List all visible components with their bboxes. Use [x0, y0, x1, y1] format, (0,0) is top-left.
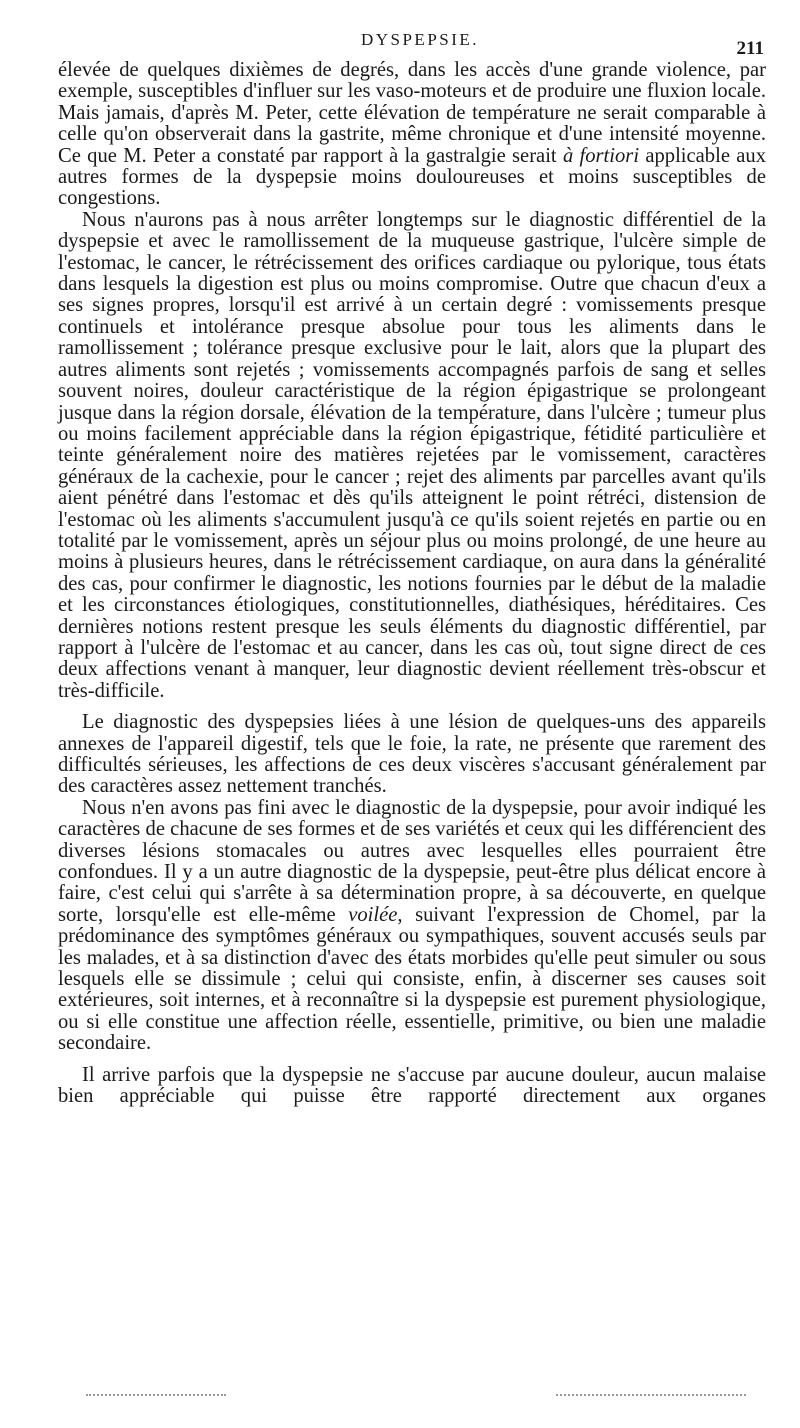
paragraph-3: Le diagnostic des dyspepsies liées à une lésion de quelques-uns des appareils annexes de l'appareil digestif, tels que le foie, la rate, ne présente que rarement des difficultés sérieuses, les affections de ces deux viscères s'accusant généralement par des caractères assez nettement tranchés. [58, 711, 766, 798]
body-text [58, 60, 766, 1108]
paragraph-1-text-after: applicable aux autres formes de la dyspepsie moins douloureuses et moins susceptibles de congestions. [58, 144, 766, 210]
paragraph-1-italic: à fortiori [562, 144, 640, 167]
running-head [0, 26, 800, 59]
running-title: DYSPEPSIE. [360, 30, 480, 49]
paragraph-1-text: élevée de quelques dixièmes de degrés, dans les accès d'une grande violence, par exemple, susceptibles d'influer sur les vaso-moteurs et de produire une fluxion locale. Mais jamais, d'après M. Peter, cette élévation de température ne serait comparable à celle qu'on observerait dans la gastrite, même chronique et d'une intensité moyenne. Ce que M. Peter a constaté par rapport à la gastralgie serait [58, 59, 766, 167]
page-number: 211 [736, 38, 764, 59]
footer-printing-marks [86, 1394, 746, 1398]
paragraph-2: Nous n'aurons pas à nous arrêter longtemps sur le diagnostic différentiel de la dyspepsie et avec le ramollissement de la muqueuse gastrique, l'ulcère simple de l'estomac, le cancer, le rétrécissement des orifices cardiaque ou pylorique, tous états dans lesquels la digestion est plus ou moins compromise. Outre que chacun d'eux a ses signes propres, lorsqu'il est arrivé à un certain degré : vomissements presque continuels et intolérance presque absolue pour tous les aliments dans le ramollissement ; tolérance presque exclusive pour le lait, alors que la plupart des autres aliments sont rejetés ; vomissements accompagnés parfois de sang et selles souvent noires, douleur caractéristique de la région épigastrique se prolongeant jusque dans la région dorsale, élévation de la température, dans l'ulcère ; tumeur plus ou moins facilement appréciable dans la région épigastrique, fétidité particulière et teinte généralement noire des matières rejetées par le vomissement, caractères généraux de la cachexie, pour le cancer ; rejet des aliments par parcelles avant qu'ils aient pénétré dans l'estomac et dès qu'ils atteignent le point rétréci, distension de l'estomac où les aliments s'accumulent jusqu'à ce qu'ils soient rejetés en partie ou en totalité par le vomissement, après un séjour plus ou moins prolongé, de une heure au moins à plusieurs heures, dans le rétrécissement cardiaque, on aura dans la généralité des cas, pour confirmer le diagnostic, les notions fournies par le début de la maladie et les circonstances étiologiques, constitutionnelles, diathésiques, héréditaires. Ces dernières notions restent presque les seuls éléments du diagnostic différentiel, par rapport à l'ulcère de l'estomac et au cancer, dans les cas où, tout signe direct de ces deux affections venant à manquer, leur diagnostic devient réellement très-obscur et très-difficile. [58, 208, 766, 702]
footer-mark-left [86, 1394, 226, 1398]
paragraph-4-text-before: Nous n'en avons pas fini avec le diagnostic de la dyspepsie, pour avoir indiqué les caractères de chacune de ses formes et de ses variétés et ceux qui les différencient des diverses lésions stomacales ou autres avec lesquelles elles pourraient être confondues. Il y a un autre diagnostic de la dyspepsie, peut-être plus délicat encore à faire, c'est celui qui s'arrête à sa détermination propre, à sa découverte, en quelque sorte, lorsqu'elle est elle-même [58, 796, 766, 926]
paragraph-4-italic: voilée [348, 903, 398, 926]
paragraph-1 [58, 60, 766, 210]
paragraph-4 [58, 798, 766, 1055]
footer-mark-right [556, 1394, 746, 1398]
paragraph-5: Il arrive parfois que la dyspepsie ne s'accuse par aucune douleur, aucun malaise bien appréciable qui puisse être rapporté directement aux organes [58, 1063, 766, 1108]
paragraph-4-text-after: , suivant l'expression de Chomel, par la prédominance des symptômes généraux ou sympathiques, souvent accusés seuls par les malades, et à sa distinction d'avec des états morbides qu'elle peut simuler ou sous lesquels elle se dissimule ; celui qui consiste, enfin, à discerner ses causes soit extérieures, soit internes, et à reconnaître si la dyspepsie est purement physiologique, ou si elle constitue une affection réelle, essentielle, primitive, ou bien une maladie secondaire. [58, 903, 766, 1055]
